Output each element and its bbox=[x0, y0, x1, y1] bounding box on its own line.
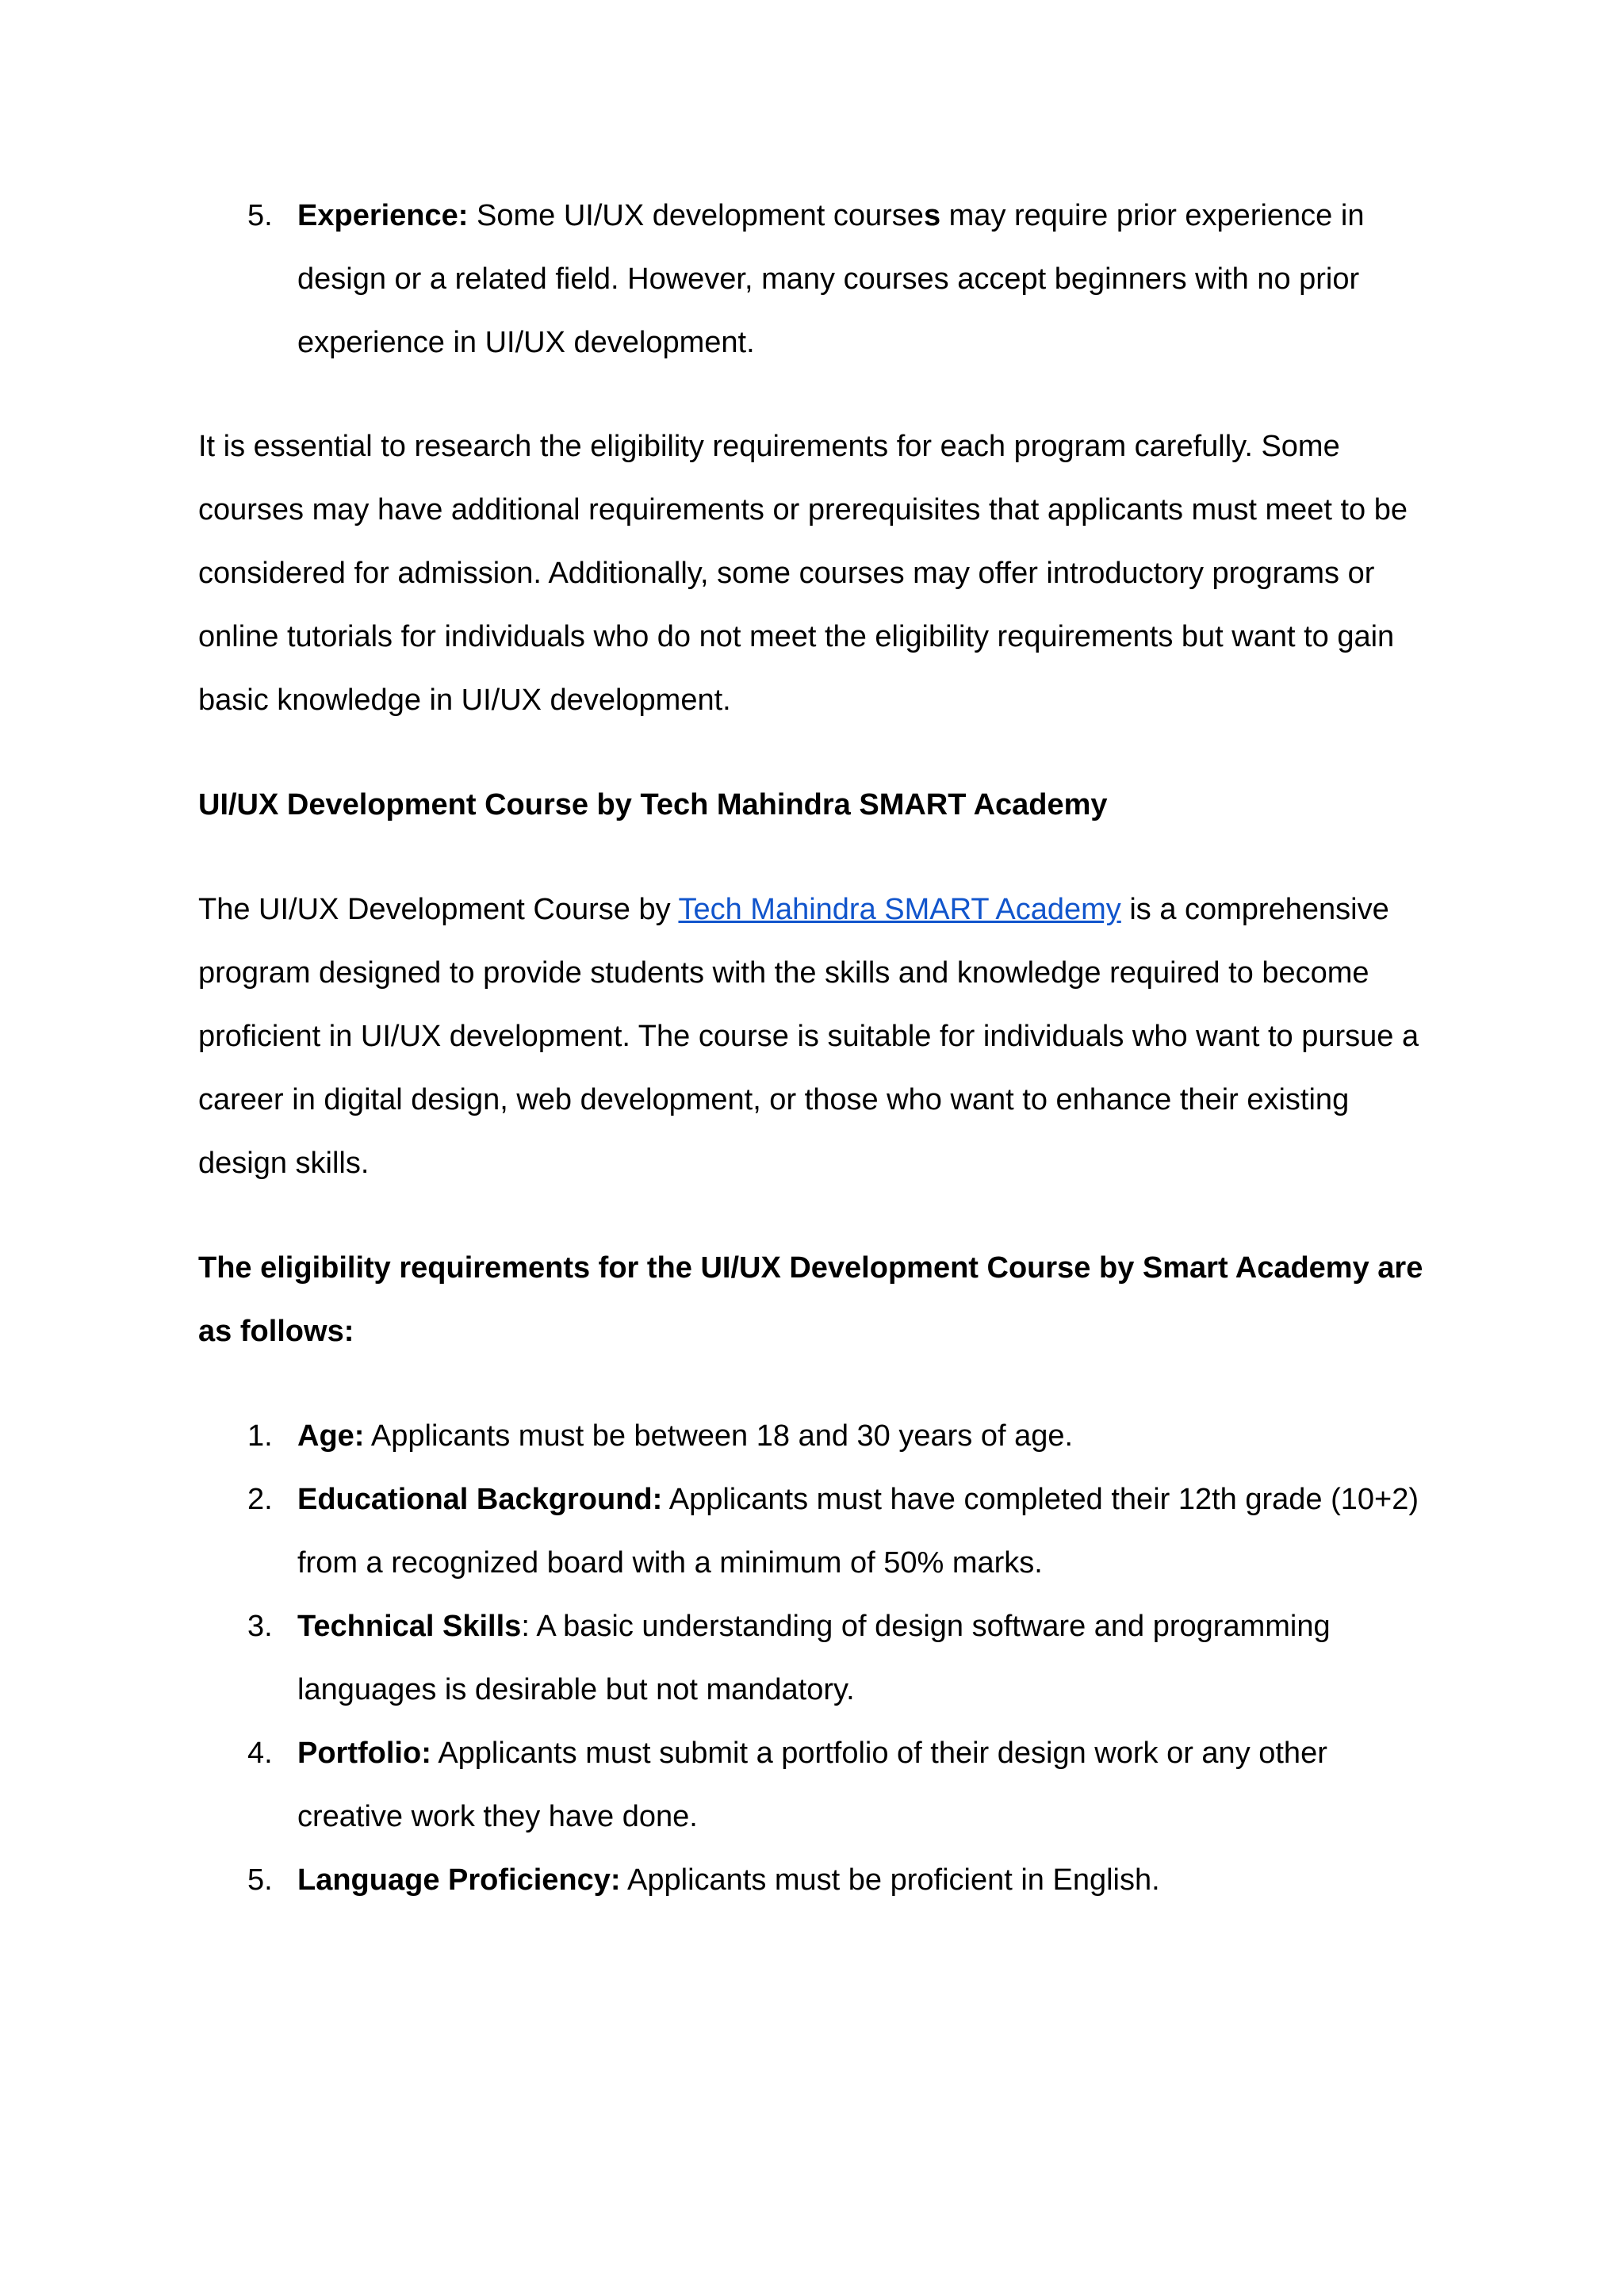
list-item-experience bbox=[198, 184, 1435, 374]
paragraph-eligibility-research: It is essential to research the eligibility requirements for each program carefully. Some courses may have additional requirements or prerequisites that applicants must meet to be considered for admission. Additionally, some courses may offer introductory programs or online tutorials for individuals who do not meet the eligibility requirements but want to gain basic knowledge in UI/UX development. bbox=[198, 430, 1408, 717]
section-heading-course: UI/UX Development Course by Tech Mahindra SMART Academy bbox=[198, 788, 1108, 821]
section-heading-eligibility: The eligibility requirements for the UI/UX Development Course by Smart Academy are as follows: bbox=[198, 1251, 1423, 1348]
list-item-technical-skills bbox=[198, 1595, 1435, 1721]
experience-list bbox=[198, 184, 1435, 374]
list-number: 5. bbox=[247, 199, 273, 232]
item-text: Applicants must be proficient in English. bbox=[620, 1863, 1160, 1897]
item-label: Experience: bbox=[297, 199, 469, 232]
paragraph-text-rest: is a comprehensive program designed to provide students with the skills and knowledge required to become proficient in UI/UX development. The course is suitable for individuals who want to pursue a career in digital design, web development, or those who want to enhance their existing design skills. bbox=[198, 893, 1419, 1180]
list-item-age bbox=[198, 1404, 1435, 1468]
list-number: 5. bbox=[247, 1863, 273, 1897]
list-item-language-proficiency bbox=[198, 1848, 1435, 1912]
item-text-bold: s bbox=[923, 199, 941, 232]
tech-mahindra-smart-academy-link[interactable]: Tech Mahindra SMART Academy bbox=[678, 893, 1121, 926]
item-label: Educational Background: bbox=[297, 1483, 663, 1516]
list-number: 1. bbox=[247, 1419, 273, 1453]
item-text: Applicants must be between 18 and 30 years of age. bbox=[364, 1419, 1074, 1453]
item-label: Age: bbox=[297, 1419, 365, 1453]
list-item-educational-background bbox=[198, 1468, 1435, 1595]
item-label: Portfolio: bbox=[297, 1737, 431, 1770]
document-content bbox=[198, 184, 1435, 1912]
item-text: : A basic understanding of design software and programming languages is desirable but not mandatory. bbox=[297, 1610, 1331, 1706]
paragraph-text: The UI/UX Development Course by bbox=[198, 893, 679, 926]
item-text-rest: may require prior experience in design or a related field. However, many courses accept beginners with no prior experience in UI/UX development. bbox=[297, 199, 1365, 359]
list-item-portfolio bbox=[198, 1721, 1435, 1848]
list-number: 4. bbox=[247, 1737, 273, 1770]
paragraph-course-description bbox=[198, 878, 1435, 1195]
item-text: Applicants must submit a portfolio of their design work or any other creative work they have done. bbox=[297, 1737, 1327, 1833]
item-text: Applicants must have completed their 12th grade (10+2) from a recognized board with a minimum of 50% marks. bbox=[297, 1483, 1419, 1580]
item-label: Language Proficiency: bbox=[297, 1863, 621, 1897]
list-number: 3. bbox=[247, 1610, 273, 1643]
item-label: Technical Skills bbox=[297, 1610, 522, 1643]
list-number: 2. bbox=[247, 1483, 273, 1516]
item-text: Some UI/UX development course bbox=[468, 199, 924, 232]
requirements-list bbox=[198, 1404, 1435, 1912]
